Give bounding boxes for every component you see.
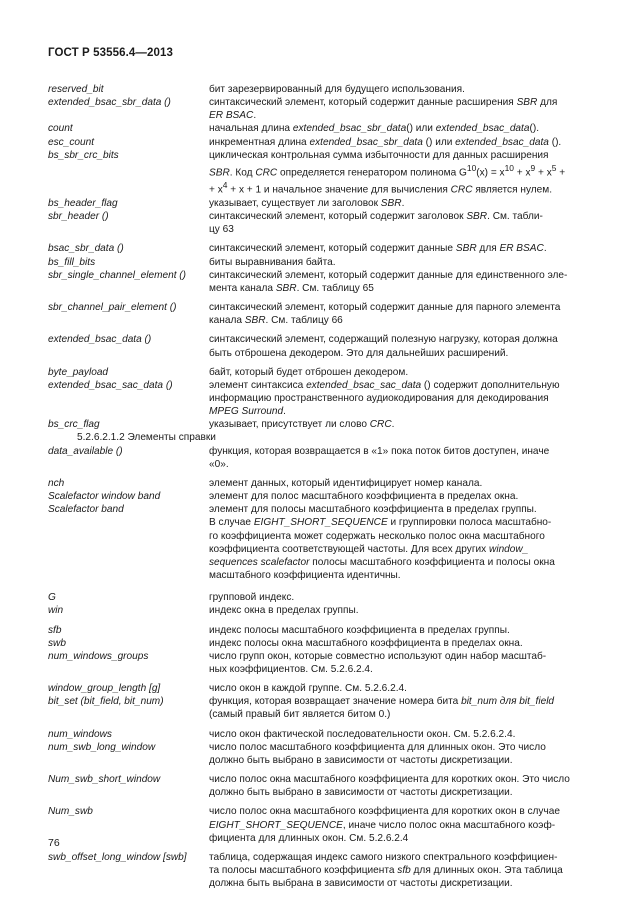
definition-term: Scalefactor window band	[48, 491, 161, 503]
definition-term: Num_swb	[48, 806, 93, 818]
definition-row	[48, 333, 584, 359]
definition-row	[48, 379, 584, 418]
definition-term: window_group_length [g]	[48, 683, 161, 695]
definition-text: число полос окна масштабного коэффициента для коротких окон в случае EIGHT_SHORT_SEQUENCE, иначе число полос окна масштабного коэф- фициента для длинных окон. См. 5.2.6.2.4	[209, 806, 560, 844]
definition-term: bit_set (bit_field, bit_num)	[48, 696, 164, 708]
definition-term: sbr_single_channel_element ()	[48, 269, 187, 281]
definition-term: extended_bsac_data ()	[48, 334, 152, 346]
definition-text: синтаксический элемент, который содержит данные для парного элемента канала SBR. См. таблицу 66	[209, 302, 561, 327]
definition-row	[48, 83, 584, 96]
definition-text: элемент для полосы масштабного коэффициента в пределах группы. В случае EIGHT_SHORT_SEQUENCE и группировки полоса масштабно- го коэффициента может содержать несколько полос окна масштабного коэффициента соответствующей частоты. Для всех других window_ sequences scalefactor полосы масштабного коэффициента и полосы окна масштабного коэффициента идентичны.	[209, 504, 555, 582]
definition-text: число окон фактической последовательности окон. См. 5.2.6.2.4.	[209, 728, 516, 740]
definition-row	[48, 741, 584, 767]
definition-term: bs_crc_flag	[48, 419, 100, 431]
definition-row	[48, 503, 584, 582]
definition-row	[48, 136, 584, 149]
definition-term: Scalefactor band	[48, 504, 124, 516]
definition-row	[48, 197, 584, 210]
definition-row	[48, 269, 584, 295]
definition-term: bs_header_flag	[48, 197, 118, 209]
definition-row	[48, 301, 584, 327]
definition-row	[48, 477, 584, 490]
definition-text: указывает, существует ли заголовок SBR.	[209, 197, 405, 209]
definition-text: синтаксический элемент, который содержит заголовок SBR. См. табли- цу 63	[209, 211, 543, 236]
definition-term: nch	[48, 477, 65, 489]
definition-row	[48, 728, 584, 741]
definition-text: синтаксический элемент, который содержит данные расширения SBR для ER BSAC.	[209, 97, 558, 122]
definition-text: элемент синтаксиса extended_bsac_sac_data () содержит дополнительную информацию пространственного аудиокодирования для декодирования MPEG Surround.	[209, 379, 560, 418]
definition-text: число полос масштабного коэффициента для длинных окон. Это число должно быть выбрано в зависимости от частоты дискретизации.	[209, 741, 546, 766]
definition-term: sfb	[48, 624, 62, 636]
definition-row	[48, 650, 584, 676]
definition-row	[48, 805, 584, 844]
definition-text: синтаксический элемент, содержащий полезную нагрузку, которая должна быть отброшена декодером. Это для дальнейших расширений.	[209, 334, 558, 359]
definition-text: синтаксический элемент, который содержит данные для единственного эле- мента канала SBR. См. таблицу 65	[209, 269, 568, 294]
definition-text: элемент для полос масштабного коэффициента в пределах окна.	[209, 491, 519, 503]
definition-text: число групп окон, которые совместно используют один набор масштаб- ных коэффициентов. См. 5.2.6.2.4.	[209, 650, 547, 675]
definition-text: байт, который будет отброшен декодером.	[209, 366, 409, 378]
definition-text: число полос окна масштабного коэффициента для коротких окон. Это число должно быть выбрано в зависимости от частоты дискретизации.	[209, 774, 570, 799]
definition-row	[48, 366, 584, 379]
definition-row	[48, 242, 584, 255]
definition-text: указывает, присутствует ли слово CRC.	[209, 419, 395, 431]
definition-term: reserved_bit	[48, 84, 104, 95]
page-number: 76	[48, 837, 60, 849]
definition-term: sbr_header ()	[48, 211, 109, 223]
definition-term: count	[48, 123, 73, 135]
definition-row	[48, 490, 584, 503]
definition-text: бит зарезервированный для будущего использования.	[209, 84, 465, 95]
definition-text: индекс полосы окна масштабного коэффициента в пределах окна.	[209, 637, 523, 649]
definition-row	[48, 624, 584, 637]
definition-text: таблица, содержащая индекс самого низкого спектрального коэффициен- та полосы масштабного коэффициента sfb для длинных окон. Эта таблица должна быть выбрана в зависимости от частоты дискретизации.	[209, 851, 563, 890]
definition-term: bs_fill_bits	[48, 256, 96, 268]
definition-term: extended_bsac_sac_data ()	[48, 379, 173, 391]
section-heading: 5.2.6.2.1.2 Элементы справки	[77, 432, 216, 444]
definition-text: число окон в каждой группе. См. 5.2.6.2.4.	[209, 683, 407, 695]
definition-text: индекс полосы масштабного коэффициента в пределах группы.	[209, 624, 510, 636]
definitions-list	[48, 83, 584, 890]
definition-term: bsac_sbr_data ()	[48, 243, 124, 255]
definition-row	[48, 682, 584, 695]
definition-row	[48, 418, 584, 431]
definition-term: sbr_channel_pair_element ()	[48, 302, 177, 314]
standard-header: ГОСТ Р 53556.4—2013	[48, 47, 173, 59]
definition-term: num_swb_long_window	[48, 741, 156, 753]
definition-term: bs_sbr_crc_bits	[48, 149, 119, 161]
definition-text: функция, которая возвращается в «1» пока поток битов доступен, иначе «0».	[209, 445, 550, 470]
definition-row	[48, 695, 584, 721]
definition-row	[48, 149, 584, 197]
definition-row	[48, 122, 584, 135]
definition-row	[48, 210, 584, 236]
definition-text: групповой индекс.	[209, 592, 295, 604]
definition-text: индекс окна в пределах группы.	[209, 605, 359, 617]
definition-term: num_windows_groups	[48, 650, 149, 662]
definition-term: num_windows	[48, 728, 112, 740]
definition-term: esc_count	[48, 136, 95, 148]
definition-row	[48, 604, 584, 617]
definition-text: циклическая контрольная сумма избыточности для данных расширения SBR. Код CRC определяется генератором полинома $G^{10}(x) = x^{10} + x^9 + x^5$ + + $x^4 + x + 1$ и начальное значение для вычисления CRC является нулем.	[209, 149, 566, 196]
definition-term: swb_offset_long_window [swb]	[48, 851, 187, 863]
definition-text: начальная длина extended_bsac_sbr_data() или extended_bsac_data().	[209, 123, 539, 135]
definition-term: data_available ()	[48, 445, 123, 457]
definition-text: инкрементная длина extended_bsac_sbr_data () или extended_bsac_data ().	[209, 136, 562, 148]
definition-row	[48, 256, 584, 269]
definition-term: swb	[48, 637, 66, 649]
definition-term: G	[48, 592, 56, 604]
definition-row	[48, 637, 584, 650]
definition-row	[48, 851, 584, 890]
definition-row	[48, 591, 584, 604]
definition-term: byte_payload	[48, 366, 109, 378]
definition-term: win	[48, 605, 64, 617]
definition-text: функция, которая возвращает значение номера бита bit_num для bit_field (самый правый бит является битом 0.)	[209, 696, 555, 721]
definition-text: биты выравнивания байта.	[209, 256, 336, 268]
definition-row	[48, 445, 584, 471]
definition-term: Num_swb_short_window	[48, 774, 161, 786]
definition-text: элемент данных, который идентифицирует номер канала.	[209, 477, 483, 489]
definition-row	[48, 96, 584, 122]
definition-text: синтаксический элемент, который содержит данные SBR для ER BSAC.	[209, 243, 547, 255]
definition-term: extended_bsac_sbr_data ()	[48, 97, 171, 109]
definition-row	[48, 773, 584, 799]
